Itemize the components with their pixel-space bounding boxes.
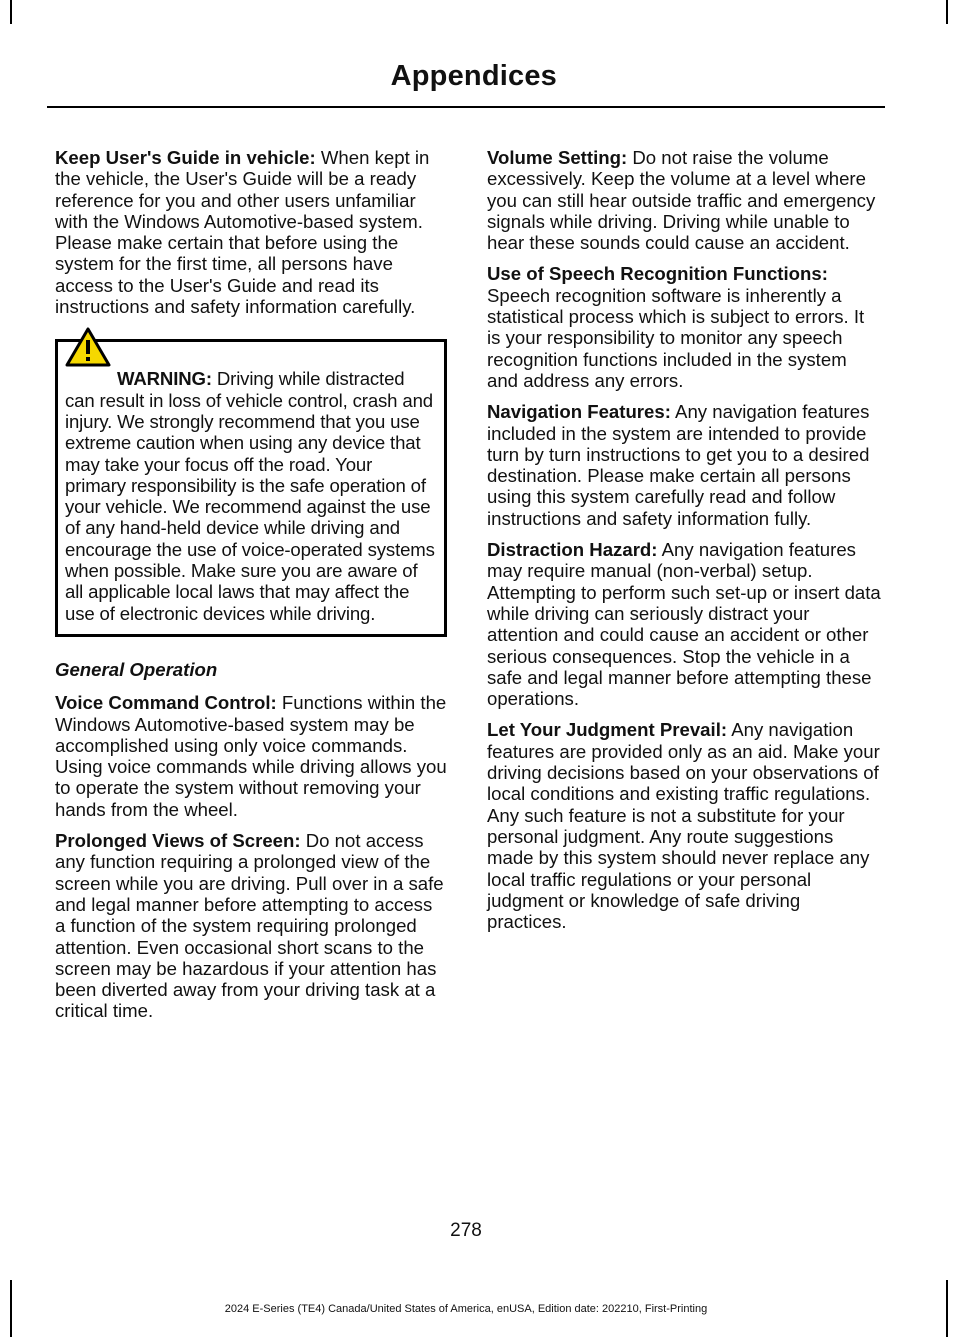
paragraph-text: Do not raise the volume excessively. Keep the volume at a level where you can still hear outside traffic and emergency signals while driving. Driving while unable to hear these sounds could cause an accident. <box>487 147 876 254</box>
paragraph-voice-command <box>55 692 447 820</box>
crop-mark-bottom-right <box>946 1280 948 1337</box>
crop-mark-top-left <box>10 0 12 24</box>
header-rule <box>47 106 885 108</box>
intro-text: When kept in the vehicle, the User's Guide will be a ready reference for you and other users unfamiliar with the Windows Automotive-based system. Please make certain that before using the system for the first time, all persons have access to the User's Guide and read its instructions and safety information carefully. <box>55 147 430 318</box>
paragraph-text: Do not access any function requiring a prolonged view of the screen while you are driving. Pull over in a safe and legal manner before attempting to access a function of the system requiring prolonged attention. Even occasional short scans to the screen may be hazardous if your attention has been diverted away from your driving task at a critical time. <box>55 830 444 1022</box>
paragraph-text: Any navigation features may require manual (non-verbal) setup. Attempting to perform such set-up or insert data while driving can seriously distract your attention and could cause an accident or other serious consequences. Stop the vehicle in a safe and legal manner before attempting these operations. <box>487 539 881 710</box>
paragraph-text: Speech recognition software is inherently a statistical process which is subject to errors. It is your responsibility to monitor any speech recognition functions included in the system and address any errors. <box>487 284 865 391</box>
warning-box <box>55 339 447 637</box>
paragraph-label: Distraction Hazard: <box>487 539 658 561</box>
paragraph-volume-setting <box>487 147 881 253</box>
paragraph-text: Any navigation features included in the system are intended to provide turn by turn instructions to get you to a desired destination. Please make certain all persons using this system carefully read and follow instructions and safety information fully. <box>487 401 870 529</box>
paragraph-label: Navigation Features: <box>487 401 671 423</box>
page-number: 278 <box>450 1220 482 1241</box>
crop-mark-top-right <box>946 0 948 24</box>
paragraph-label: Prolonged Views of Screen: <box>55 830 301 852</box>
paragraph-speech-recognition <box>487 263 881 391</box>
paragraph-label: Use of Speech Recognition Functions: <box>487 263 828 285</box>
warning-body: Driving while distracted can result in loss of vehicle control, crash and injury. We strongly recommend that you use extreme caution when using any device that may take your focus off the road. Your primary responsibility is the safe operation of your vehicle. We recommend against the use of any hand-held device while driving and encourage the use of voice-operated systems when possible. Make sure you are aware of all applicable local laws that may affect the use of electronic devices while driving. <box>65 368 435 624</box>
warning-triangle-icon <box>65 327 111 367</box>
paragraph-text: Any navigation features are provided only as an aid. Make your driving decisions based on your observations of local conditions and existing traffic regulations. Any such feature is not a substitute for your personal judgment. Any route suggestions made by this system should never replace any local traffic regulations or your personal judgment or knowledge of safe driving practices. <box>487 719 880 933</box>
paragraph-distraction-hazard <box>487 539 881 709</box>
paragraph-judgment-prevail <box>487 719 881 932</box>
warning-label: WARNING: <box>117 368 212 390</box>
paragraph-label: Volume Setting: <box>487 147 628 168</box>
left-column <box>55 147 447 1032</box>
warning-text <box>65 368 437 624</box>
paragraph-navigation-features <box>487 401 881 529</box>
section-heading: General Operation <box>55 658 218 680</box>
right-column <box>487 147 881 942</box>
paragraph-label: Voice Command Control: <box>55 692 277 714</box>
footer-edition-info: 2024 E-Series (TE4) Canada/United States of America, enUSA, Edition date: 202210, First-Printing <box>224 1303 708 1315</box>
page-title: Appendices <box>390 60 557 92</box>
paragraph-label: Let Your Judgment Prevail: <box>487 719 728 741</box>
paragraph-prolonged-views <box>55 830 447 1022</box>
intro-label: Keep User's Guide in vehicle: <box>55 147 316 168</box>
intro-paragraph <box>55 147 447 317</box>
paragraph-text: Functions within the Windows Automotive-based system may be accomplished using only voice commands. Using voice commands while driving allows you to operate the system without removing your hands from the wheel. <box>55 692 447 820</box>
